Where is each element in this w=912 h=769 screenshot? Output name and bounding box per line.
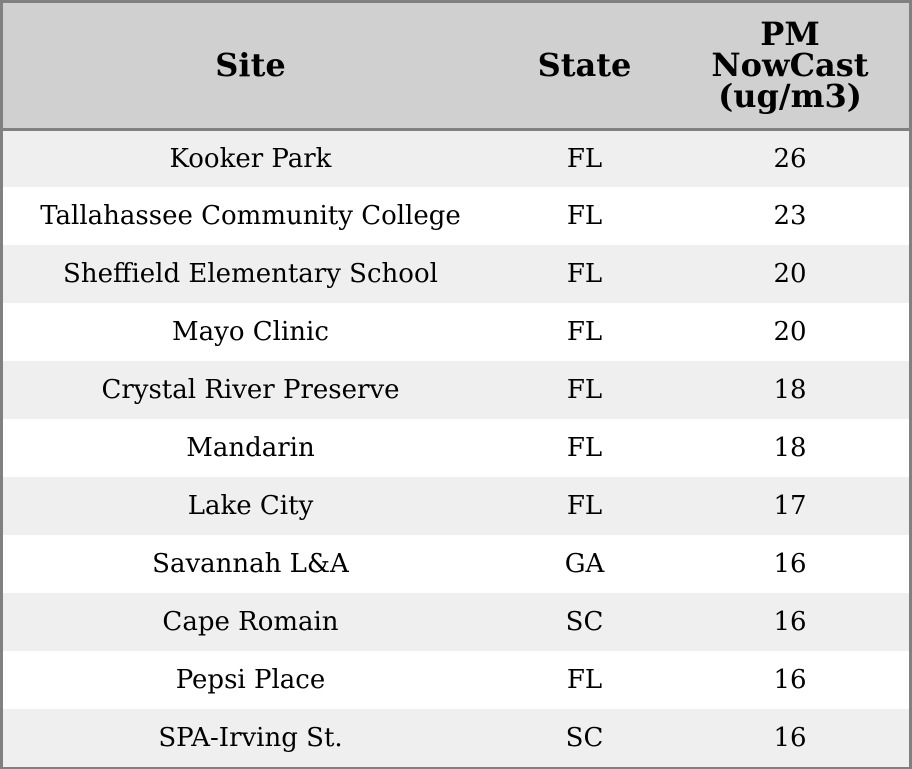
cell-pm: 20 bbox=[773, 259, 807, 289]
header-row bbox=[3, 3, 909, 129]
cell-site: Savannah L&A bbox=[152, 549, 349, 579]
table-row bbox=[3, 245, 909, 303]
table-row bbox=[3, 303, 909, 361]
header-pm-line-3: (ug/m3) bbox=[718, 76, 862, 115]
cell-site: Crystal River Preserve bbox=[101, 375, 400, 405]
cell-state: FL bbox=[566, 201, 603, 231]
table-row bbox=[3, 651, 909, 709]
cell-pm: 16 bbox=[773, 723, 807, 753]
cell-site: Pepsi Place bbox=[175, 665, 326, 695]
cell-pm: 16 bbox=[773, 607, 807, 637]
cell-site: Kooker Park bbox=[169, 143, 332, 174]
cell-pm: 23 bbox=[773, 201, 807, 231]
cell-pm: 16 bbox=[773, 549, 807, 579]
table-row bbox=[3, 187, 909, 245]
cell-site: Cape Romain bbox=[162, 607, 339, 637]
header-pm-nowcast bbox=[671, 3, 909, 129]
cell-site: Mandarin bbox=[186, 433, 315, 463]
cell-pm: 17 bbox=[773, 491, 807, 521]
cell-state: FL bbox=[566, 433, 603, 463]
cell-pm: 18 bbox=[773, 375, 807, 405]
table-row bbox=[3, 593, 909, 651]
cell-state: SC bbox=[565, 723, 604, 753]
cell-site: Lake City bbox=[187, 491, 314, 521]
header-state: State bbox=[498, 3, 671, 129]
cell-state: FL bbox=[566, 491, 603, 521]
table-row bbox=[3, 477, 909, 535]
table-row bbox=[3, 535, 909, 593]
header-site: Site bbox=[3, 3, 498, 129]
cell-pm: 26 bbox=[773, 143, 807, 174]
header-pm-line-1: PM bbox=[760, 14, 820, 53]
table-row bbox=[3, 709, 909, 767]
table-row bbox=[3, 419, 909, 477]
cell-state: GA bbox=[564, 549, 605, 579]
cell-site: Sheffield Elementary School bbox=[63, 259, 438, 289]
cell-pm: 20 bbox=[773, 317, 807, 347]
cell-site: Mayo Clinic bbox=[172, 317, 329, 347]
cell-pm: 16 bbox=[773, 665, 807, 695]
cell-pm: 18 bbox=[773, 433, 807, 463]
cell-state: FL bbox=[566, 375, 603, 405]
table-row bbox=[3, 361, 909, 419]
cell-state: FL bbox=[566, 259, 603, 289]
cell-state: SC bbox=[565, 607, 604, 637]
cell-site: Tallahassee Community College bbox=[40, 201, 461, 231]
header-pm-line-2: NowCast bbox=[711, 45, 869, 84]
cell-state: FL bbox=[566, 317, 603, 347]
table-row bbox=[3, 129, 909, 187]
cell-site: SPA-Irving St. bbox=[158, 723, 343, 753]
cell-state: FL bbox=[566, 143, 603, 174]
cell-state: FL bbox=[566, 665, 603, 695]
data-table bbox=[3, 3, 909, 767]
